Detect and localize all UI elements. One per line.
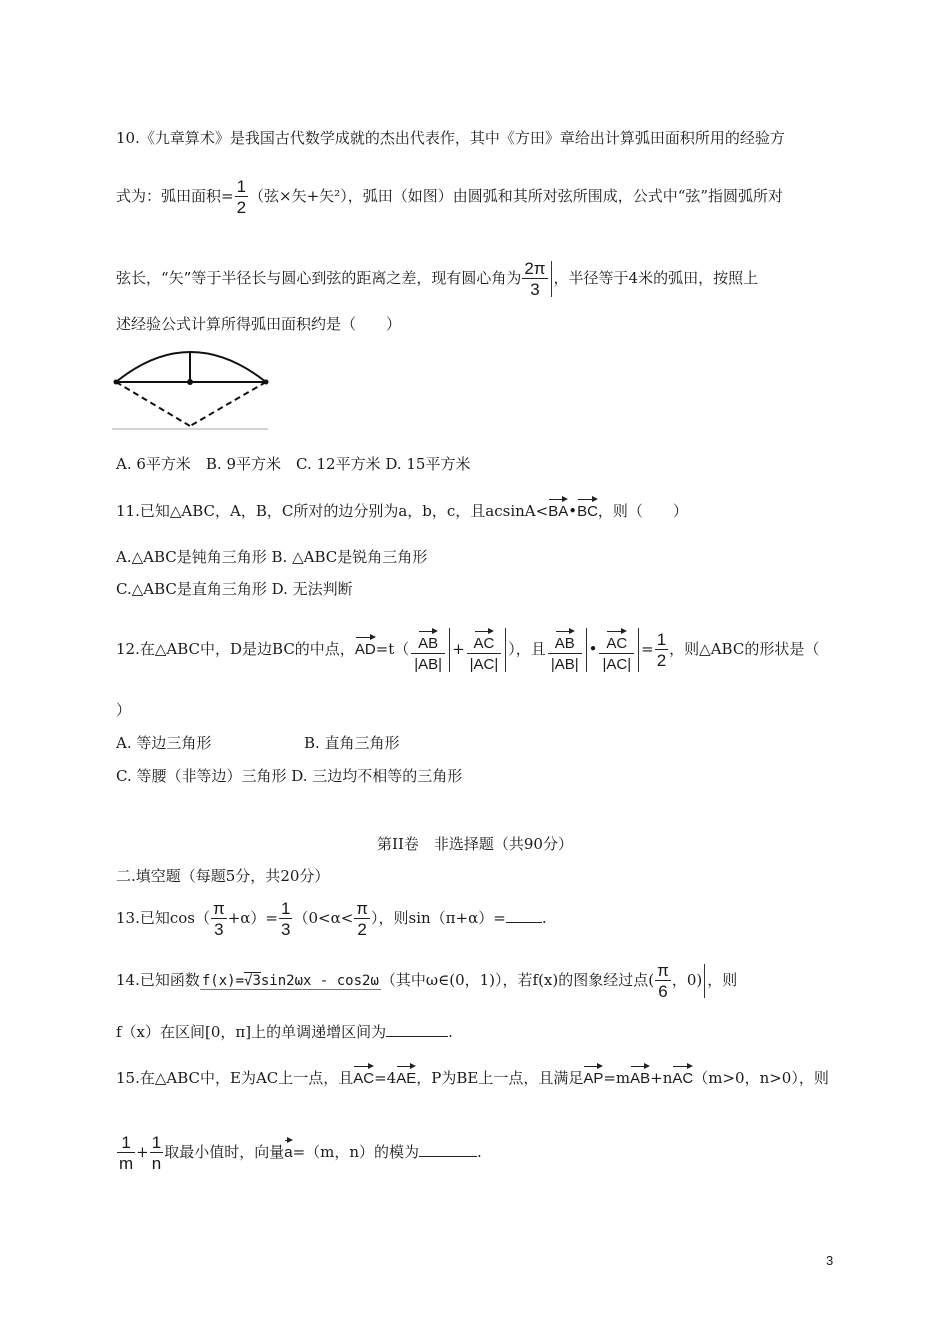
q15-text: 15.在△ABC中，E为AC上一点，且 [116, 1069, 354, 1087]
pi-over-6-fraction [655, 962, 671, 1000]
one-third-fraction [279, 900, 292, 938]
q14-text: 14.已知函数 [116, 971, 200, 989]
angle-fraction [522, 260, 547, 298]
vector-ap: AP [583, 1063, 603, 1086]
numerator: 1 [281, 899, 291, 918]
q12-text: 12.在△ABC中，D是边BC的中点， [116, 640, 355, 658]
period: . [477, 1143, 482, 1161]
coefficient: =m [603, 1069, 631, 1087]
q12-stem [116, 620, 819, 678]
q10-text: （弦×矢+矢²），弧田（如图）由圆弧和其所对弦所围成，公式中“弦”指圆弧所对 [249, 187, 784, 205]
unit-vector-ab [411, 628, 445, 672]
denominator: n [151, 1154, 162, 1173]
sqrt-three: √3 [244, 973, 261, 989]
denominator: m [119, 1154, 134, 1173]
formula-part: sin2ωx - cos2ω [260, 973, 379, 989]
answer-blank[interactable] [419, 1156, 477, 1157]
vector-ab: AB [630, 1063, 650, 1086]
page-number: 3 [826, 1253, 834, 1268]
denominator: 3 [214, 920, 224, 939]
vector-ac: AC [606, 628, 627, 651]
numerator: π [213, 899, 225, 918]
section-title: 第II卷 非选择题（共90分） [377, 835, 573, 853]
vector-ae: AE [396, 1063, 416, 1086]
q15-text: =（m，n）的模为 [292, 1143, 420, 1161]
q15-stem [116, 1060, 829, 1096]
fraction-bar [449, 628, 450, 672]
formula-part: f(x)= [201, 973, 245, 989]
q15-text: ，P为BE上一点，且满足 [416, 1069, 584, 1087]
vector-ac: AC [672, 1063, 693, 1086]
q12-text: ，则△ABC的形状是（ [669, 640, 820, 658]
vector-ba: BA [548, 496, 568, 519]
numerator: π [657, 961, 669, 980]
q12-text: ），且 [508, 640, 546, 658]
q12-text: =t（ [375, 640, 410, 658]
q12-option-a: A. 等边三角形 [116, 734, 212, 752]
q12-close-paren: ） [116, 701, 132, 719]
q13-text: （0<α< [293, 909, 354, 927]
numerator: 2π [524, 259, 546, 278]
answer-blank[interactable] [386, 1036, 448, 1037]
fraction-bar [638, 628, 639, 672]
q13-text: 13.已知cos（ [116, 909, 210, 927]
q11-text: 11.已知△ABC，A，B，C所对的边分别为a，b，c，且acsinA< [116, 502, 549, 520]
answer-blank[interactable] [506, 922, 542, 923]
one-over-n-fraction [150, 1134, 163, 1172]
abs-ac: |AC| [602, 656, 632, 673]
function-formula [200, 973, 381, 990]
period: . [448, 1023, 453, 1041]
numerator: 1 [236, 177, 247, 196]
pi-over-3-fraction [211, 900, 227, 938]
vector-bc: BC [577, 496, 598, 519]
vector-ac: AC [474, 628, 495, 651]
q10-line-2 [116, 178, 783, 216]
q11-options-cd: C.△ABC是直角三角形 D. 无法判断 [116, 580, 353, 598]
q15-line-2 [116, 1130, 482, 1174]
q14-line-2 [116, 1022, 453, 1042]
q13-stem [116, 895, 547, 941]
one-over-m-fraction [117, 1134, 135, 1172]
fraction-bar [505, 628, 506, 672]
dot-symbol: • [568, 502, 578, 520]
q10-choices: A. 6平方米 B. 9平方米 C. 12平方米 D. 15平方米 [116, 455, 471, 473]
q14-text: f（x）在区间[0，π]上的单调递增区间为 [116, 1023, 387, 1041]
q14-stem [116, 958, 737, 1003]
q11-stem [116, 496, 688, 521]
q10-text: 式为：弧田面积= [116, 187, 234, 205]
denominator: 2 [236, 198, 247, 217]
q10-line-3 [116, 260, 758, 298]
numerator: π [356, 899, 369, 918]
pi-over-2-fraction [354, 900, 370, 938]
paren: ( [648, 971, 655, 989]
vector-ab: AB [555, 628, 575, 651]
q10-text: 弦长，“矢”等于半径长与圆心到弦的距离之差，现有圆心角为 [116, 269, 522, 287]
numerator: 1 [151, 1133, 162, 1152]
q14-text: （其中ω∈(0，1)），若f(x)的图象经过点 [380, 971, 649, 989]
coefficient: +n [650, 1069, 673, 1087]
coefficient: =4 [374, 1069, 397, 1087]
half-fraction [235, 178, 248, 216]
q11-text: ，则（ ） [597, 502, 688, 520]
fraction-bar [586, 628, 587, 672]
abs-ab: |AB| [550, 656, 579, 673]
point-coordinate: ，0) [671, 971, 703, 989]
abs-ab: |AB| [414, 656, 443, 673]
q10-text: ，半径等于4米的弧田，按照上 [553, 269, 759, 287]
q10-line-4: 述经验公式计算所得弧田面积约是（ ） [116, 315, 402, 333]
plus-sign: + [452, 640, 465, 658]
numerator: 1 [117, 1134, 135, 1153]
vector-ac: AC [353, 1063, 374, 1086]
unit-vector-ac [599, 628, 634, 672]
q15-text: （m>0，n>0），则 [693, 1069, 829, 1087]
period: . [541, 909, 547, 927]
denominator: 3 [281, 920, 291, 939]
q12-option-b: B. 直角三角形 [304, 734, 400, 752]
q13-text: +α）= [227, 909, 279, 927]
denominator: 2 [357, 920, 367, 939]
q14-text: ，则 [707, 971, 738, 989]
vector-ab: AB [418, 628, 438, 651]
q15-text: 取最小值时，向量 [164, 1143, 285, 1161]
unit-vector-ab [548, 628, 582, 672]
fraction-bar [551, 261, 552, 297]
q12-options-cd: C. 等腰（非等边）三角形 D. 三边均不相等的三角形 [116, 767, 463, 785]
half-fraction [655, 631, 668, 669]
arc-field-figure [112, 340, 272, 432]
numerator: 1 [656, 630, 667, 649]
vector-a: a [284, 1137, 292, 1160]
q13-text: ），则sin（π+α）= [371, 909, 506, 927]
abs-ac: |AC| [469, 656, 499, 673]
equals-sign: = [641, 640, 654, 658]
vector-ad: AD [355, 634, 376, 657]
fraction-bar [704, 964, 705, 998]
q11-options-ab: A.△ABC是钝角三角形 B. △ABC是锐角三角形 [116, 548, 428, 566]
section-subtitle: 二.填空题（每题5分，共20分） [116, 867, 330, 885]
dot-symbol: • [588, 640, 598, 658]
denominator: 3 [530, 280, 540, 299]
denominator: 6 [658, 982, 668, 1001]
q10-line-1: 10.《九章算术》是我国古代数学成就的杰出代表作，其中《方田》章给出计算弧田面积所用的经验方 [116, 129, 785, 147]
denominator: 2 [656, 651, 667, 670]
unit-vector-ac [467, 628, 502, 672]
plus-sign: + [136, 1143, 149, 1161]
